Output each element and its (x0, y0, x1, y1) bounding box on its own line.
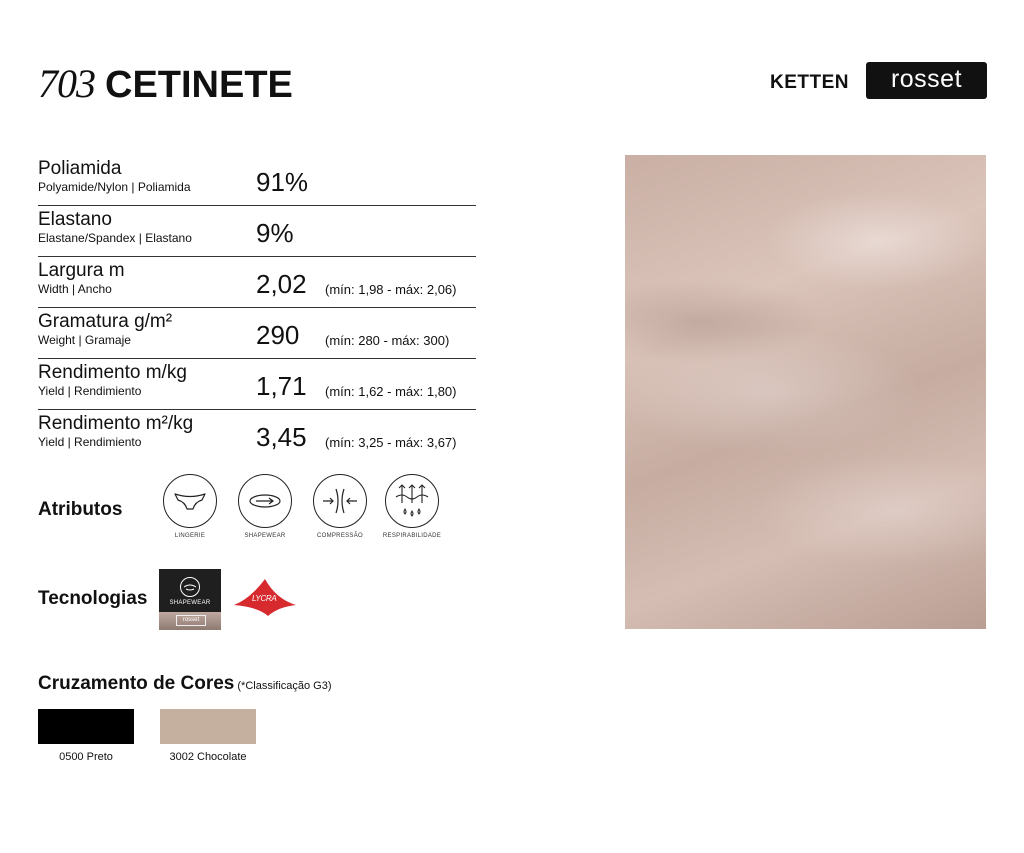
spec-range: (mín: 1,62 - máx: 1,80) (325, 384, 457, 399)
spec-row-elastano (38, 206, 476, 257)
product-code: 703 (38, 61, 95, 106)
color-crossing-title (38, 673, 332, 695)
spec-row-rendimento-m2-kg (38, 410, 476, 461)
lycra-logo (232, 577, 298, 617)
spec-value: 2,02 (256, 269, 307, 299)
spec-row-largura (38, 257, 476, 308)
spec-value: 9% (256, 218, 294, 248)
spec-label: Gramatura g/m² (38, 311, 173, 332)
spec-row-gramatura (38, 308, 476, 359)
spec-value: 1,71 (256, 371, 307, 401)
spec-sublabel: Weight | Gramaje (38, 333, 131, 347)
spec-sublabel: Width | Ancho (38, 282, 112, 296)
lycra-logo-text: LYCRA (252, 594, 277, 603)
color-swatch-label: 3002 Chocolate (169, 751, 247, 763)
shapewear-tech-badge (159, 569, 221, 630)
spec-label: Poliamida (38, 158, 122, 179)
spec-label: Rendimento m/kg (38, 362, 187, 383)
spec-value: 290 (256, 320, 300, 350)
spec-row-poliamida (38, 155, 476, 206)
rosset-logo: rosset (866, 62, 987, 99)
spec-label: Rendimento m²/kg (38, 413, 194, 434)
attributes-label: Atributos (38, 499, 123, 520)
color-crossing-note: (*Classificação G3) (237, 680, 332, 692)
breathability-icon (384, 473, 440, 529)
spec-sublabel: Elastane/Spandex | Elastano (38, 231, 192, 245)
shapewear-badge-text: SHAPEWEAR (169, 600, 211, 606)
color-swatch-label: 0500 Preto (59, 751, 113, 763)
color-swatch-chocolate (160, 709, 256, 744)
fabric-photo (625, 155, 986, 629)
ketten-logo: KETTEN (770, 72, 849, 93)
spec-label: Elastano (38, 209, 112, 230)
spec-value: 91% (256, 167, 309, 197)
attribute-name: COMPRESSÃO (316, 533, 363, 539)
color-crossing-heading: Cruzamento de Cores (38, 673, 235, 694)
color-swatch-preto (38, 709, 134, 744)
spec-table (38, 155, 476, 461)
lingerie-icon (162, 473, 218, 529)
spec-row-rendimento-m-kg (38, 359, 476, 410)
spec-sublabel: Yield | Rendimiento (38, 384, 142, 398)
attribute-respirabilidade (367, 473, 457, 539)
compression-icon (312, 473, 368, 529)
attribute-name: SHAPEWEAR (244, 533, 286, 539)
spec-range: (mín: 1,98 - máx: 2,06) (325, 282, 457, 297)
spec-value: 3,45 (256, 422, 307, 452)
spec-sublabel: Yield | Rendimiento (38, 435, 142, 449)
spec-label: Largura m (38, 260, 125, 281)
spec-sublabel: Polyamide/Nylon | Poliamida (38, 180, 191, 194)
shapewear-logo-icon (179, 576, 201, 598)
spec-range: (mín: 280 - máx: 300) (325, 333, 450, 348)
attribute-name: RESPIRABILIDADE (382, 533, 442, 539)
shapewear-icon (237, 473, 293, 529)
product-title (38, 60, 293, 109)
shapewear-badge-brand: rosset (176, 615, 206, 626)
product-name: CETINETE (105, 64, 293, 106)
spec-range: (mín: 3,25 - máx: 3,67) (325, 435, 457, 450)
technologies-label: Tecnologias (38, 588, 148, 609)
attribute-name: LINGERIE (174, 533, 206, 539)
shapewear-badge-footer (159, 612, 221, 630)
